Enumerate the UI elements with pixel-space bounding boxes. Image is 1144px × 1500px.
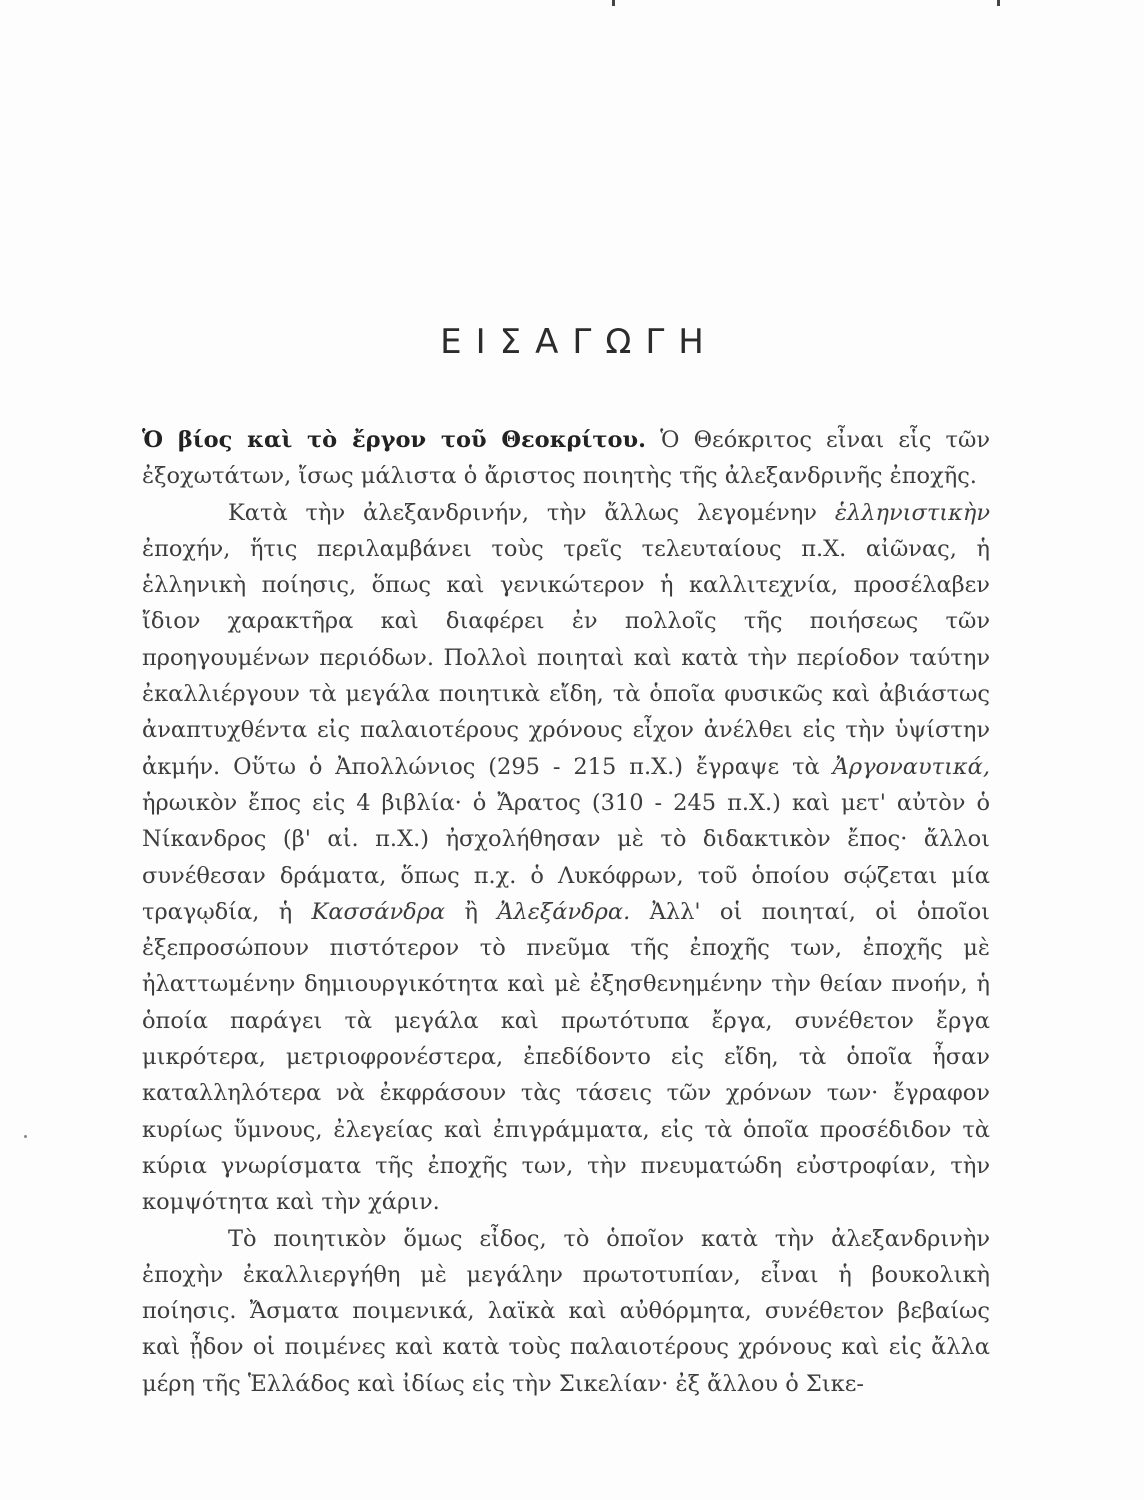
body-text (142, 422, 990, 1402)
paragraph-1-text: Ὁ Θεόκριτος εἶναι εἷς τῶν ἐξοχωτάτων, ἴσως μάλιστα ὁ ἄριστος ποιητὴς τῆς ἀλεξανδρινῆς ἐποχῆς. (142, 427, 991, 490)
italic-term: ἑλληνιστικὴν (834, 499, 991, 526)
paragraph-3: Τὸ ποιητικὸν ὅμως εἶδος, τὸ ὁποῖον κατὰ τὴν ἀλεξανδρινὴν ἐποχὴν ἐκαλλιεργήθη μὲ μεγάλην πρωτοτυπίαν, εἶναι ἡ βουκολικὴ ποίησις. Ἄσματα ποιμενικά, λαϊκὰ καὶ αὐθόρμητα, συνέθετον βεβαίως καὶ ᾖδον οἱ ποιμένες καὶ κατὰ τοὺς παλαιοτέρους χρόνους καὶ εἰς ἄλλα μέρη τῆς Ἑλλάδος καὶ ἰδίως εἰς τὴν Σικελίαν· ἐξ ἄλλου ὁ Σικε- (142, 1225, 990, 1397)
section-heading: Ὁ βίος καὶ τὸ ἔργον τοῦ Θεοκρίτου. (142, 427, 647, 453)
italic-term: Ἀλεξάνδρα. (497, 898, 631, 925)
paragraph-2-text: ἐποχήν, ἥτις περιλαμβάνει τοὺς τρεῖς τελευταίους π.Χ. αἰῶνας, ἡ ἑλληνικὴ ποίησις, ὅπως καὶ γενικώτερον ἡ καλλιτεχνία, προσέλαβεν ἴδιον χαρακτῆρα καὶ διαφέρει ἐν πολλοῖς τῆς ποιήσεως τῶν προηγουμένων περιόδων. Πολλοὶ ποιηταὶ καὶ κατὰ τὴν περίοδον ταύτην ἐκαλλιέργουν τὰ μεγάλα ποιητικὰ εἴδη, τὰ ὁποῖα φυσικῶς καὶ ἀβιάστως ἀναπτυχθέντα εἰς παλαιοτέρους χρόνους εἶχον ἀνέλθει εἰς τὴν ὑψίστην ἀκμήν. Οὕτω ὁ Ἀπολλώνιος (295 - 215 π.Χ.) ἔγραψε τὰ (142, 535, 990, 780)
paragraph-2-text: Κατὰ τὴν ἀλεξανδρινήν, τὴν ἄλλως λεγομένην (228, 499, 817, 526)
paragraph-2-text: ἡρωικὸν ἔπος εἰς 4 βιβλία· ὁ Ἄρατος (310 - 245 π.Χ.) καὶ μετ' αὐτὸν ὁ Νίκανδρος (β' αἰ. π.Χ.) ἠσχολήθησαν μὲ τὸ διδακτικὸν ἔπος· ἄλλοι συνέθεσαν δράματα, ὅπως π.χ. ὁ Λυκόφρων, τοῦ ὁποίου σῴζεται μία τραγῳδία, ἡ (142, 789, 990, 925)
italic-term: Κασσάνδρα (311, 898, 446, 925)
paragraph-2-text: ἢ (464, 898, 478, 925)
scan-mark (612, 0, 615, 6)
italic-term: Ἀργοναυτικά, (832, 753, 991, 780)
paragraph-1 (142, 422, 990, 495)
scan-speck (24, 1135, 27, 1138)
paragraph-2-text: Ἀλλ' οἱ ποιηταί, οἱ ὁποῖοι ἐξεπροσώπουν πιστότερον τὸ πνεῦμα τῆς ἐποχῆς των, ἐποχῆς μὲ ἠλαττωμένην δημιουργικότητα καὶ μὲ ἐξησθενημένην τὴν θείαν πνοήν, ἡ ὁποία παράγει τὰ μεγάλα καὶ πρωτότυπα ἔργα, συνέθετον ἔργα μικρότερα, μετριοφρονέστερα, ἐπεδίδοντο εἰς εἴδη, τὰ ὁποῖα ἦσαν καταλληλότερα νὰ ἐκφράσουν τὰς τάσεις τῶν χρόνων των· ἔγραφον κυρίως ὕμνους, ἐλεγείας καὶ ἐπιγράμματα, εἰς τὰ ὁποῖα προσέδιδον τὰ κύρια γνωρίσματα τῆς ἐποχῆς των, τὴν πνευματώδη εὐστροφίαν, τὴν κομψότητα καὶ τὴν χάριν. (142, 898, 990, 1216)
page-title: ΕΙΣΑΓΩΓΗ (440, 322, 718, 362)
scan-mark (997, 0, 1000, 6)
paragraph-2 (142, 495, 990, 1221)
